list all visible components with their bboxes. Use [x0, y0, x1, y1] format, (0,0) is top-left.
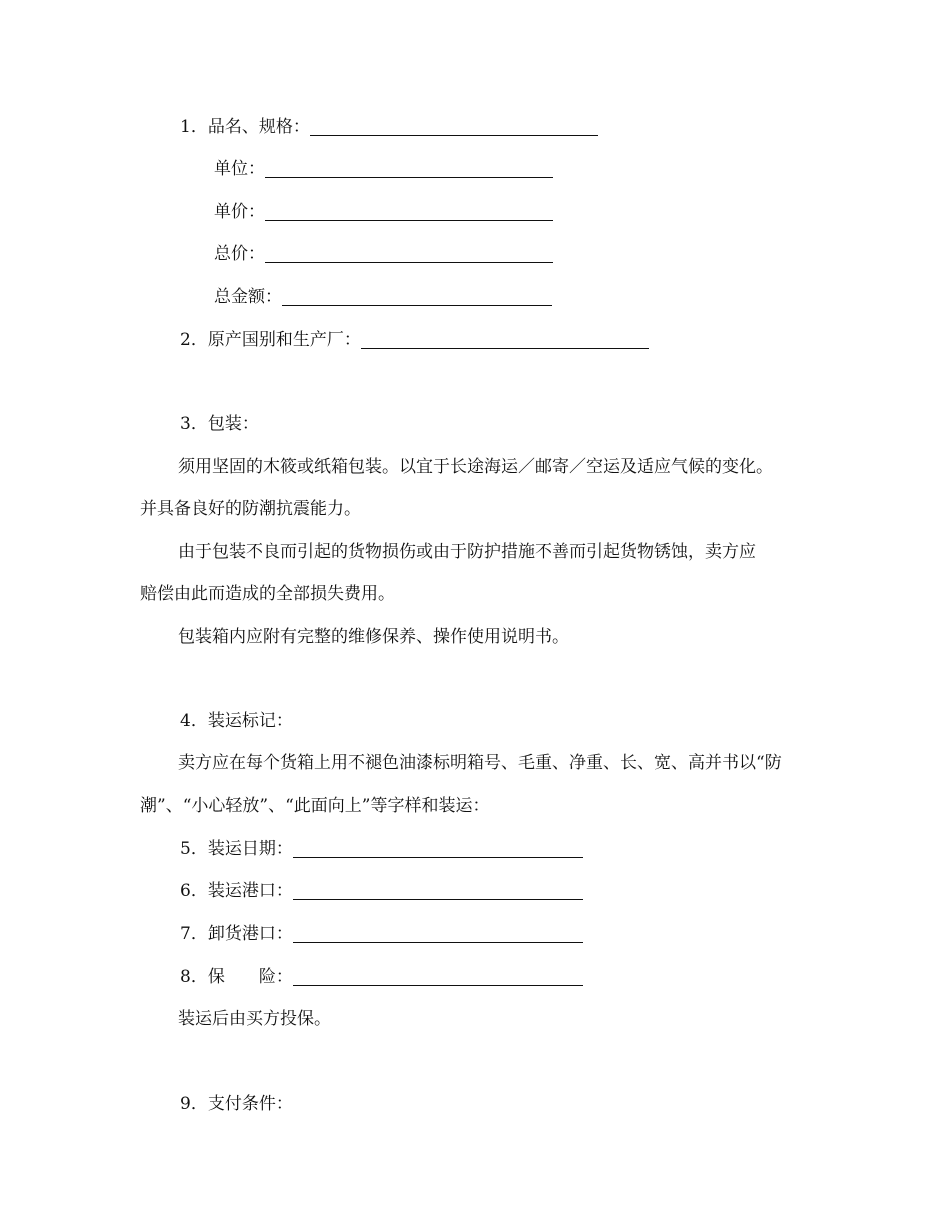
- item1-blank-field[interactable]: [310, 117, 598, 136]
- packing-paragraph-2-line-1: 由于包装不良而引起的货物损伤或由于防护措施不善而引起货物锈蚀，卖方应: [178, 542, 756, 562]
- item7-label: 7．卸货港口：: [180, 924, 293, 944]
- item8-blank-field[interactable]: [293, 967, 583, 986]
- packing-paragraph-2-line-2: 赔偿由此而造成的全部损失费用。: [140, 584, 395, 604]
- marks-paragraph-line-2: 潮”、“小心轻放”、“此面向上”等字样和装运：: [140, 796, 490, 816]
- item5-row: [180, 838, 583, 860]
- unit-price-label: 单价：: [214, 202, 265, 222]
- unit-row: [214, 158, 553, 180]
- item8-row: [180, 966, 583, 988]
- item5-label: 5．装运日期：: [180, 839, 293, 859]
- item6-row: [180, 880, 583, 902]
- marks-paragraph-line-1: 卖方应在每个货箱上用不褪色油漆标明箱号、毛重、净重、长、宽、高并书以“防: [178, 753, 782, 773]
- total-amount-label: 总金额：: [214, 287, 282, 307]
- unit-price-blank-field[interactable]: [265, 202, 553, 221]
- item5-blank-field[interactable]: [293, 839, 583, 858]
- unit-label: 单位：: [214, 159, 265, 179]
- item1-row: [180, 116, 598, 138]
- item2-blank-field[interactable]: [361, 330, 649, 349]
- total-price-label: 总价：: [214, 244, 265, 264]
- item2-label: 2．原产国别和生产厂：: [180, 330, 361, 350]
- item7-blank-field[interactable]: [293, 924, 583, 943]
- item3-heading: 3．包装：: [180, 414, 259, 434]
- item2-row: [180, 329, 649, 351]
- item9-heading: 9．支付条件：: [180, 1094, 293, 1114]
- total-amount-blank-field[interactable]: [282, 287, 552, 306]
- item1-label: 1．品名、规格：: [180, 117, 310, 137]
- unit-blank-field[interactable]: [265, 159, 553, 178]
- packing-paragraph-3: 包装箱内应附有完整的维修保养、操作使用说明书。: [178, 627, 569, 647]
- item6-label: 6．装运港口：: [180, 881, 293, 901]
- total-amount-row: [214, 286, 552, 308]
- unit-price-row: [214, 201, 553, 223]
- item7-row: [180, 923, 583, 945]
- total-price-blank-field[interactable]: [265, 244, 553, 263]
- packing-paragraph-1-line-1: 须用坚固的木筱或纸箱包装。以宜于长途海运／邮寄／空运及适应气候的变化。: [178, 457, 773, 477]
- item8-label: 8．保 险：: [180, 967, 293, 987]
- item4-heading: 4．装运标记：: [180, 711, 293, 731]
- total-price-row: [214, 243, 553, 265]
- insurance-note: 装运后由买方投保。: [178, 1009, 331, 1029]
- item6-blank-field[interactable]: [293, 881, 583, 900]
- packing-paragraph-1-line-2: 并具备良好的防潮抗震能力。: [140, 499, 361, 519]
